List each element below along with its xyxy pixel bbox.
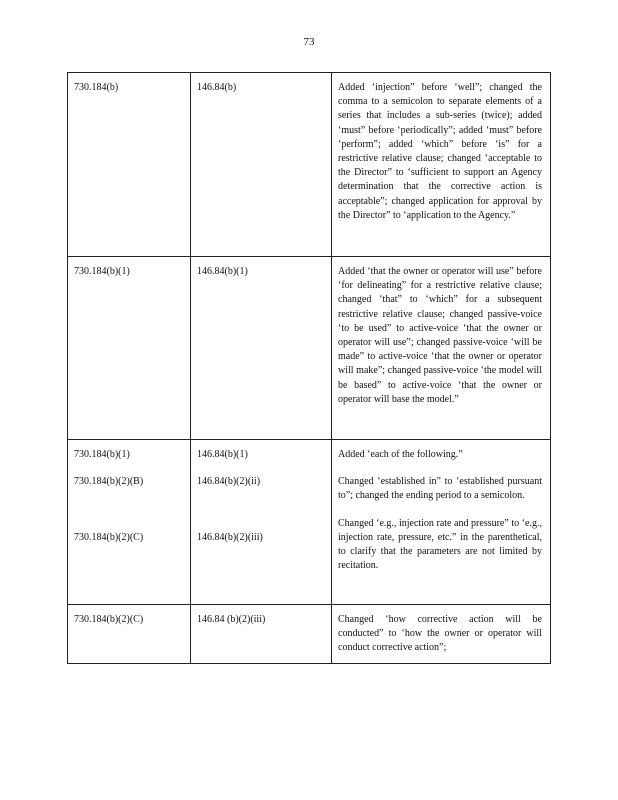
illinois-section: 730.184(b)(2)(B) xyxy=(74,476,144,488)
change-description: Changed ‘established in” to ‘established pursuant to”; changed the ending period to a semicolon. xyxy=(338,476,542,502)
federal-section-cell xyxy=(191,440,332,605)
table-row xyxy=(68,440,551,605)
change-description-cell xyxy=(332,257,551,440)
comparison-table xyxy=(67,72,551,664)
federal-section: 146.84(b)(2)(iii) xyxy=(197,532,263,544)
change-description: Added ‘that the owner or operator will use” before ‘for delineating” for a restrictive relative clause; changed ‘that” to ‘which” for a subsequent restrictive relative clause; changed passive-voice ‘to be used” to active-voice ‘that the owner or operator will use”; changed passive-voice ‘will be made” to active-voice ‘that the owner or operator will make”; changed passive-voice ‘the model will be based” to active-voice ‘that the owner or operator will base the model.” xyxy=(338,266,542,405)
federal-section: 146.84(b)(2)(ii) xyxy=(197,476,261,488)
illinois-section: 730.184(b)(2)(C) xyxy=(74,532,144,544)
illinois-section-cell xyxy=(68,605,191,664)
table-row xyxy=(68,73,551,257)
change-description-cell xyxy=(332,440,551,605)
federal-section: 146.84(b) xyxy=(197,82,237,93)
illinois-section: 730.184(b)(1) xyxy=(74,449,130,460)
federal-section-cell xyxy=(191,257,332,440)
change-description: Added ‘injection” before ‘well”; changed the comma to a semicolon to separate elements of a series that includes a sub-series (twice); added ‘must” before ‘periodically”; added ‘must” before ‘perform”; added ‘which” before ‘is” for a restrictive relative clause; changed ‘acceptable to the Director” to ‘sufficient to support an Agency determination that the corrective action is acceptable”; changed application for approval by the Director” to ‘application to the Agency.” xyxy=(338,82,542,221)
table-row xyxy=(68,605,551,664)
illinois-section-cell xyxy=(68,440,191,605)
federal-section: 146.84 (b)(2)(iii) xyxy=(197,614,266,625)
change-description-cell xyxy=(332,605,551,664)
change-description: Changed ‘e.g., injection rate and pressure” to ‘e.g., injection rate, pressure, etc.” in the parenthetical, to clarify that the parameters are not limited by recitation. xyxy=(338,517,542,572)
illinois-section: 730.184(b)(2)(C) xyxy=(74,614,144,625)
illinois-section-cell xyxy=(68,257,191,440)
page-number: 73 xyxy=(303,36,315,48)
federal-section-cell xyxy=(191,73,332,257)
illinois-section: 730.184(b) xyxy=(74,82,119,93)
federal-section: 146.84(b)(1) xyxy=(197,449,248,460)
change-description: Added ‘each of the following.” xyxy=(338,449,463,460)
illinois-section-cell xyxy=(68,73,191,257)
illinois-section: 730.184(b)(1) xyxy=(74,266,130,277)
change-description-cell xyxy=(332,73,551,257)
change-description: Changed ‘how corrective action will be conducted” to ‘how the owner or operator will conduct corrective action”; xyxy=(338,614,542,654)
federal-section-cell xyxy=(191,605,332,664)
table-row xyxy=(68,257,551,440)
federal-section: 146.84(b)(1) xyxy=(197,266,248,277)
